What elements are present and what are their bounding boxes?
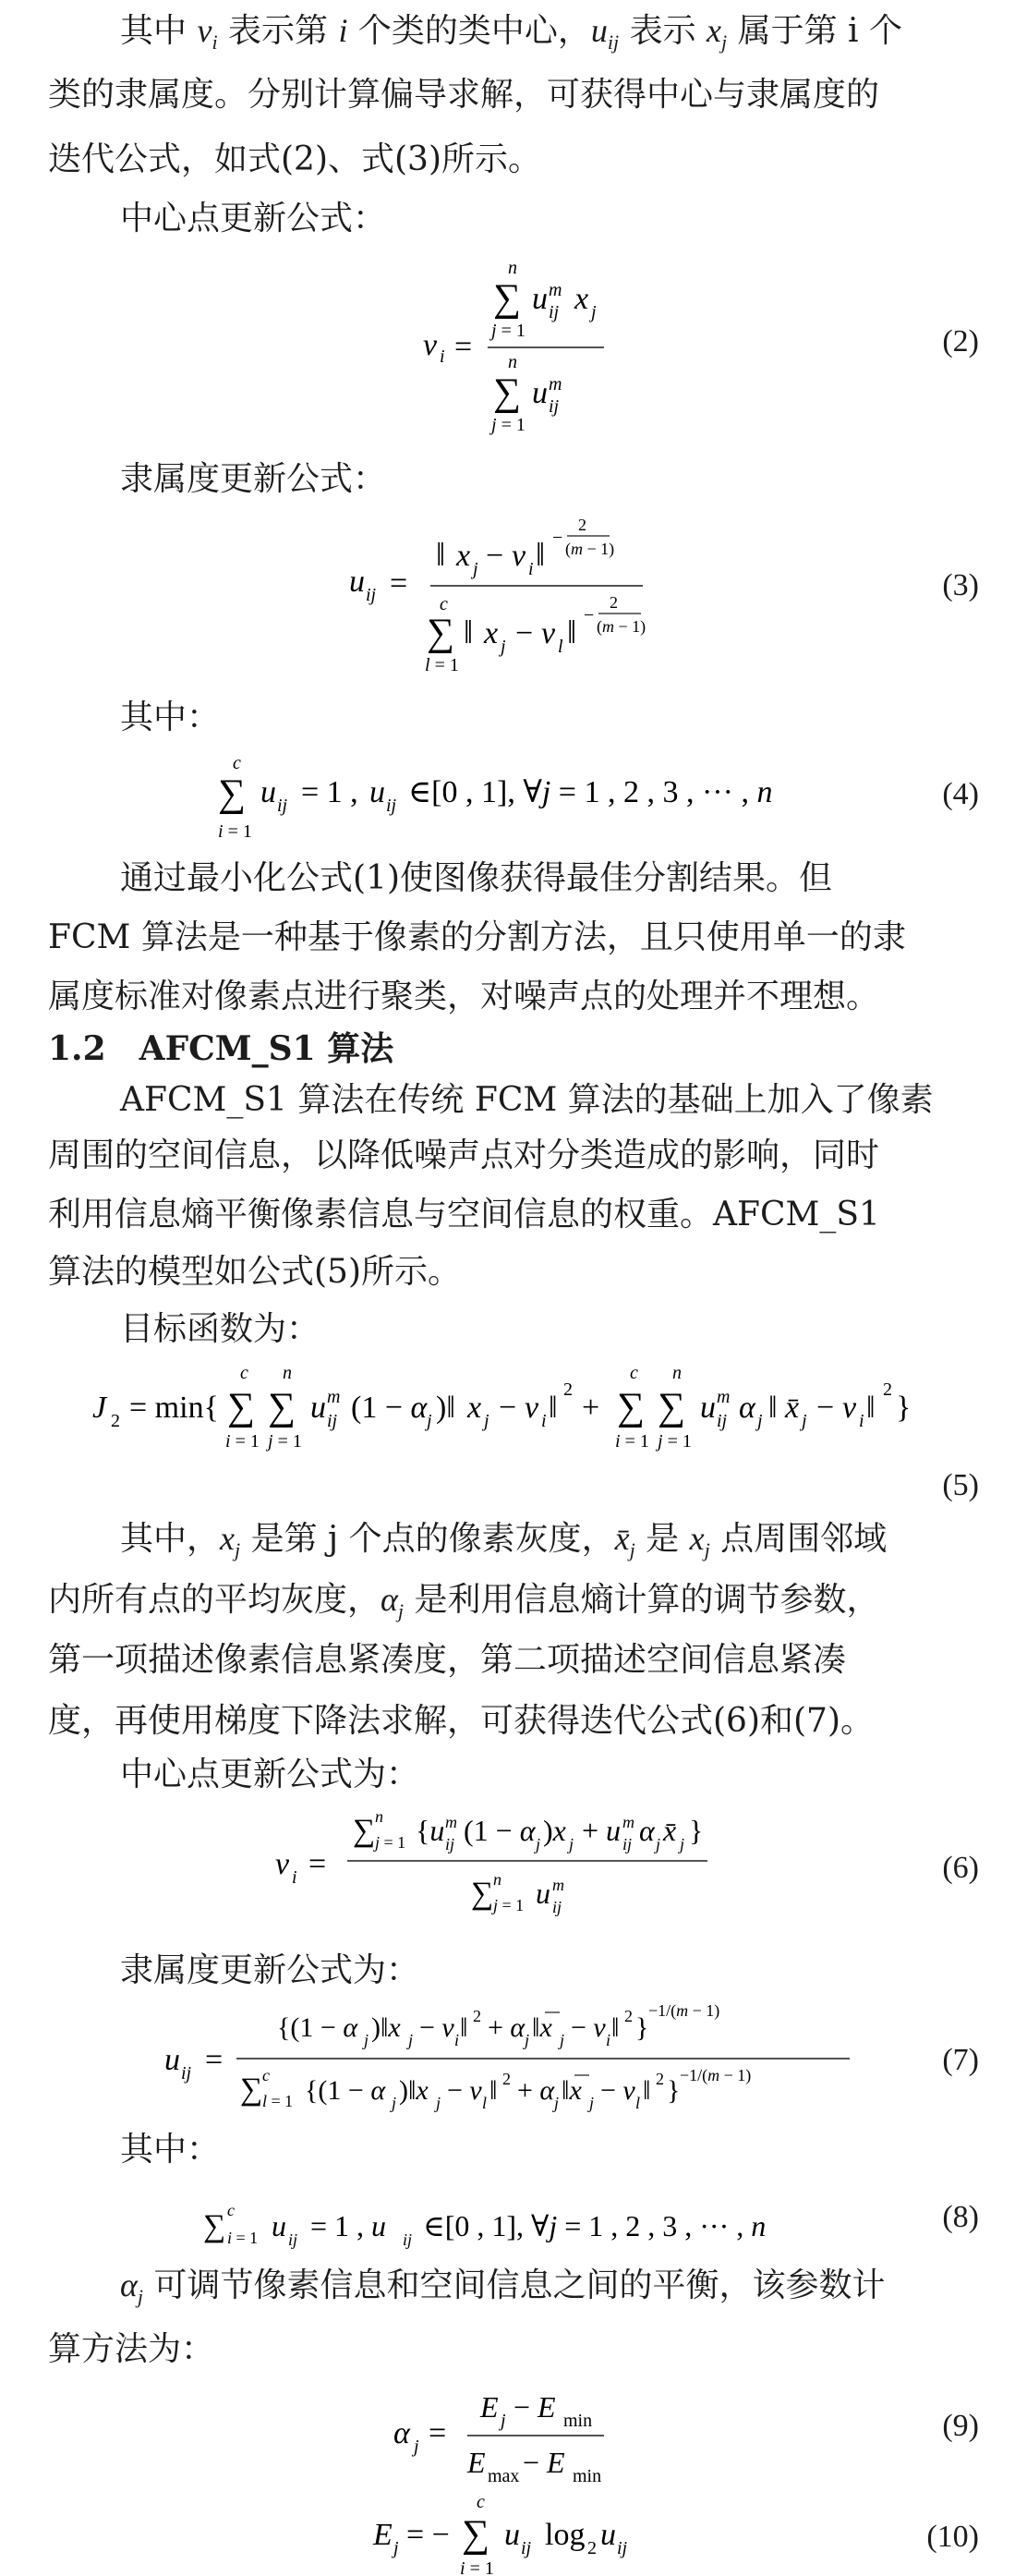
label-membership-update-2: 隶属度更新公式为： [120,1951,420,1989]
svg-text:i: i [528,559,534,579]
svg-text:∑: ∑ [353,1814,376,1848]
equation-8 [194,2190,859,2264]
svg-text:j: j [554,2094,560,2112]
svg-text:c: c [240,1363,248,1383]
svg-text:)‖x: )‖x [399,2075,429,2106]
svg-text:n: n [283,1363,292,1383]
svg-text:u: u [700,1391,716,1425]
svg-text:v: v [842,1391,857,1425]
equation-9 [388,2384,665,2485]
svg-text:n: n [672,1363,682,1383]
svg-text:j = 1: j = 1 [491,321,526,341]
svg-text:}: } [667,2075,681,2106]
svg-text:u: u [504,2518,520,2552]
svg-text:J: J [92,1391,107,1425]
svg-text:j: j [392,2094,397,2112]
svg-text:−: − [552,528,563,548]
svg-text:j: j [536,1835,541,1853]
svg-text:=: = [390,566,408,601]
svg-text:}: } [635,2012,649,2043]
svg-text:m: m [549,280,562,300]
equation-number-10: (10) [926,2520,979,2554]
svg-text:min: min [573,2466,602,2485]
svg-text:−: − [486,539,504,573]
para4-line4: 度，再使用梯度下降法求解，可获得迭代公式(6)和(7)。 [48,1702,874,1740]
svg-text:‖: ‖ [464,614,474,650]
svg-text:− E: − E [514,2390,556,2424]
section-heading: 1.2 AFCM_S1 算法 [48,1029,394,1068]
svg-text:j: j [427,1411,432,1431]
svg-text:+ u: + u [582,1814,622,1847]
svg-text:− E: − E [523,2446,565,2479]
svg-text:= 1 , u: = 1 , u [310,2209,387,2242]
svg-text:ij: ij [617,2538,628,2558]
svg-text:c: c [440,594,448,614]
svg-text:u: u [369,775,385,809]
svg-text:i: i [454,2031,460,2049]
svg-text:∑: ∑ [268,1386,296,1428]
svg-text:j = 1: j = 1 [268,1431,302,1452]
svg-text:c: c [262,2066,270,2084]
svg-text:2: 2 [502,2070,511,2088]
svg-text:∑: ∑ [493,371,521,414]
svg-text:=: = [429,2416,447,2450]
svg-text:j: j [473,559,478,579]
svg-text:j: j [364,2031,369,2049]
equation-2 [397,248,637,451]
equation-4 [212,750,859,852]
equation-number-7: (7) [942,2043,979,2077]
equation-number-6: (6) [942,1851,979,1885]
svg-text:j = 1: j = 1 [493,1896,525,1914]
svg-text:ij: ij [552,1898,562,1916]
svg-text:= 1 ,: = 1 , [301,775,358,809]
svg-text:(1 − α: (1 − α [351,1391,428,1425]
svg-text:∑: ∑ [493,277,521,320]
para2-line2: FCM 算法是一种基于像素的分割方法，且只使用单一的隶 [48,918,906,956]
svg-text:u: u [310,1391,326,1425]
svg-text:j: j [408,2031,414,2049]
svg-text:i: i [859,1411,864,1431]
svg-text:m: m [549,374,562,395]
svg-text:∑: ∑ [240,2072,263,2107]
svg-text:+ α: + α [517,2075,555,2106]
svg-text:2: 2 [656,2070,664,2088]
svg-text:u: u [600,2518,616,2552]
svg-text:u: u [536,1877,550,1910]
svg-text:i: i [606,2031,611,2049]
svg-text:=: = [308,1847,327,1881]
svg-text:v: v [525,1391,539,1425]
svg-text:{(1 − α: {(1 − α [277,2012,358,2043]
label-where-1: 其中： [120,699,221,736]
svg-text:=: = [454,330,473,364]
svg-text:= −: = − [406,2518,450,2552]
svg-text:c: c [630,1363,638,1383]
para4-line1: 其中，$x_j$ 是第 j 个点的像素灰度，$x̄_j$ 是 $x_j$ 点周围邻域 [120,1520,888,1562]
svg-text:j: j [501,2411,506,2431]
svg-text:‖x: ‖x [532,2012,552,2043]
svg-text:ij: ij [366,585,377,605]
equation-number-2: (2) [942,324,979,358]
svg-text:j: j [501,637,506,657]
svg-text:∑: ∑ [658,1386,685,1428]
svg-text:i = 1: i = 1 [227,2229,259,2247]
svg-text:(m − 1): (m − 1) [565,540,615,558]
equation-7 [157,1996,877,2125]
svg-text:ij: ij [403,2230,413,2249]
svg-text:‖x: ‖x [562,2075,582,2106]
svg-text:log: log [545,2518,586,2552]
svg-text:2: 2 [111,1411,120,1431]
equation-number-4: (4) [942,777,979,811]
equation-6 [268,1802,785,1931]
svg-text:max: max [488,2466,520,2485]
svg-text:α: α [739,1391,755,1425]
svg-text:j = 1: j = 1 [658,1431,692,1452]
para3-line2: 周围的空间信息，以降低噪声点对分类造成的影响，同时 [48,1136,880,1174]
svg-text:‖: ‖ [567,614,577,650]
svg-text:m: m [327,1387,341,1407]
svg-text:m: m [552,1876,564,1894]
label-objective: 目标函数为： [120,1310,320,1348]
svg-text:u: u [164,2043,180,2077]
svg-text:u: u [532,376,548,410]
svg-text:2: 2 [883,1379,892,1400]
para3-line4: 算法的模型如公式(5)所示。 [48,1253,461,1291]
svg-text:i: i [541,1411,547,1431]
svg-text:‖: ‖ [866,1391,876,1425]
svg-text:α: α [393,2416,410,2450]
svg-text:= min{: = min{ [129,1391,219,1425]
svg-text:∑: ∑ [617,1386,645,1428]
svg-text:}: } [896,1391,912,1425]
svg-text:∈[0 , 1], ∀j = 1 , 2 , 3 , ··: ∈[0 , 1], ∀j = 1 , 2 , 3 , ··· , n [408,775,773,809]
equation-number-5: (5) [942,1468,979,1502]
para4-line2: 内所有点的平均灰度，$\alpha_j$ 是利用信息熵计算的调节参数， [48,1581,880,1623]
svg-text:{(1 − α: {(1 − α [305,2075,386,2106]
label-center-update: 中心点更新公式： [120,200,387,237]
svg-text:∑: ∑ [218,772,246,815]
svg-text:ij: ij [549,396,560,417]
svg-text:v: v [541,616,556,650]
svg-text:x: x [484,616,499,650]
equation-10 [369,2487,702,2576]
svg-text:n: n [508,258,517,278]
svg-text:x: x [456,539,471,573]
para4-line3: 第一项描述像素信息紧凑度，第二项描述空间信息紧凑 [48,1641,847,1679]
equation-number-8: (8) [942,2200,979,2234]
svg-text:ij: ij [445,1835,455,1853]
svg-text:ij: ij [386,796,397,816]
svg-text:{u: {u [416,1814,445,1847]
svg-text:j: j [560,2031,565,2049]
svg-text:− v: − v [419,2012,454,2043]
svg-text:−: − [584,605,595,626]
svg-text:x: x [467,1391,482,1425]
svg-text:‖: ‖ [768,1391,778,1425]
svg-text:)x: )x [543,1814,566,1847]
svg-text:u: u [349,565,365,599]
equation-number-3: (3) [942,568,979,602]
svg-text:j: j [802,1411,807,1431]
svg-text:∑: ∑ [471,1877,494,1911]
svg-text:ij: ij [549,302,560,322]
equation-3 [342,506,693,691]
svg-text:E: E [467,2446,486,2479]
svg-text:c: c [477,2492,485,2512]
svg-text:n: n [493,1870,501,1889]
svg-text:i = 1: i = 1 [218,821,252,842]
svg-text:x̄: x̄ [785,1391,800,1425]
svg-text:ij: ij [717,1411,728,1431]
svg-text:j: j [393,2538,399,2558]
equation-number-9: (9) [942,2409,979,2443]
svg-text:u: u [272,2209,286,2242]
svg-text:−1/(m − 1): −1/(m − 1) [680,2066,752,2084]
svg-text:ij: ij [288,2230,298,2249]
svg-text:v: v [275,1847,290,1881]
svg-text:j: j [414,2436,419,2457]
svg-text:(1 − α: (1 − α [464,1814,536,1847]
svg-text:ij: ij [622,1835,633,1853]
svg-text:n: n [508,352,517,372]
para3-line3: 利用信息熵平衡像素信息与空间信息的权重。AFCM_S1 [48,1196,880,1233]
svg-text:j: j [757,1411,763,1431]
svg-text:i: i [440,346,445,367]
svg-text:E: E [373,2518,393,2552]
equation-5 [92,1355,979,1475]
svg-text:‖: ‖ [460,2012,468,2043]
svg-text:‖: ‖ [436,536,446,573]
svg-text:=: = [205,2043,224,2077]
svg-text:−: − [515,616,534,650]
svg-text:j = 1: j = 1 [491,415,526,435]
label-center-update-2: 中心点更新公式为： [120,1756,420,1793]
para1-line1: 其中 $v_i$ 表示第 i 个类的类中心，$u_{ij}$ 表示 $x_j$ 属于第 i 个 [120,12,903,55]
svg-text:j: j [591,302,597,322]
svg-text:j: j [656,1835,661,1853]
svg-text:−: − [816,1391,835,1425]
svg-text:min: min [563,2411,593,2431]
para1-line3: 迭代公式，如式(2)、式(3)所示。 [48,140,541,178]
svg-text:j = 1: j = 1 [375,1833,406,1852]
svg-text:ij: ij [327,1411,338,1431]
svg-text:i = 1: i = 1 [225,1431,260,1452]
svg-text:− v: − v [447,2075,482,2106]
svg-text:∑: ∑ [427,612,454,654]
svg-text:l: l [558,637,563,657]
svg-text:E: E [480,2390,499,2424]
svg-text:m: m [622,1813,634,1831]
para2-line1: 通过最小化公式(1)使图像获得最佳分割结果。但 [120,859,832,897]
svg-text:c: c [233,753,241,773]
svg-text:ij: ij [181,2063,192,2084]
svg-text:ij: ij [277,796,288,816]
svg-text:− v: − v [600,2075,635,2106]
para5-line2: 算方法为： [48,2330,215,2368]
svg-text:2: 2 [578,516,586,534]
svg-text:u: u [532,282,548,316]
svg-text:∈[0 , 1], ∀j = 1 , 2 , 3 , ···: ∈[0 , 1], ∀j = 1 , 2 , 3 , ··· , n [423,2209,767,2242]
label-where-2: 其中： [120,2131,221,2169]
svg-text:l = 1: l = 1 [262,2092,294,2110]
para3-line1: AFCM_S1 算法在传统 FCM 算法的基础上加入了像素 [120,1081,934,1119]
svg-text:ij: ij [521,2538,532,2558]
svg-text:j: j [680,1835,685,1853]
svg-text:n: n [375,1807,383,1826]
svg-text:u: u [260,775,276,809]
svg-text:−1/(m − 1): −1/(m − 1) [648,2001,720,2020]
svg-text:‖: ‖ [643,2075,651,2106]
svg-text:+ α: + α [488,2012,526,2043]
svg-text:(m − 1): (m − 1) [597,617,646,636]
svg-text:‖: ‖ [549,1391,558,1425]
svg-text:}: } [689,1814,704,1847]
svg-text:m: m [717,1387,731,1407]
svg-text:j: j [484,1411,489,1431]
svg-text:α: α [639,1814,655,1847]
svg-text:j: j [589,2094,595,2112]
svg-text:m: m [445,1813,457,1831]
svg-text:‖: ‖ [489,2075,498,2106]
svg-text:+: + [582,1391,600,1425]
svg-text:x̄: x̄ [663,1814,677,1847]
svg-text:j: j [569,1835,574,1853]
svg-text:j: j [436,2094,441,2112]
svg-text:2: 2 [563,1379,573,1400]
svg-text:‖: ‖ [611,2012,620,2043]
svg-text:l: l [482,2094,488,2112]
para5-line1: $\alpha_j$ 可调节像素信息和空间信息之间的平衡，该参数计 [120,2266,886,2309]
svg-text:)‖x: )‖x [371,2012,401,2043]
para2-line3: 属度标准对像素点进行聚类，对噪声点的处理并不理想。 [48,978,880,1015]
svg-text:∑: ∑ [462,2513,489,2556]
svg-text:v: v [512,539,526,573]
svg-text:−: − [499,1391,517,1425]
svg-text:2: 2 [587,2538,597,2558]
svg-text:i = 1: i = 1 [460,2558,494,2576]
svg-text:− v: − v [571,2012,606,2043]
svg-text:j: j [525,2031,530,2049]
svg-text:∑: ∑ [203,2209,226,2243]
svg-text:v: v [423,328,438,362]
svg-text:)‖: )‖ [436,1391,455,1425]
svg-text:‖: ‖ [536,536,546,573]
svg-text:2: 2 [610,593,618,612]
svg-text:i = 1: i = 1 [615,1431,649,1452]
svg-text:i: i [292,1867,297,1888]
svg-text:l: l [635,2094,641,2112]
svg-text:2: 2 [624,2007,633,2025]
svg-text:2: 2 [473,2007,481,2025]
svg-text:x: x [574,282,589,316]
para1-line2: 类的隶属度。分别计算偏导求解，可获得中心与隶属度的 [48,76,880,114]
svg-text:∑: ∑ [227,1386,255,1428]
label-membership-update: 隶属度更新公式： [120,460,387,498]
svg-text:l = 1: l = 1 [425,655,459,675]
svg-text:c: c [227,2201,235,2219]
